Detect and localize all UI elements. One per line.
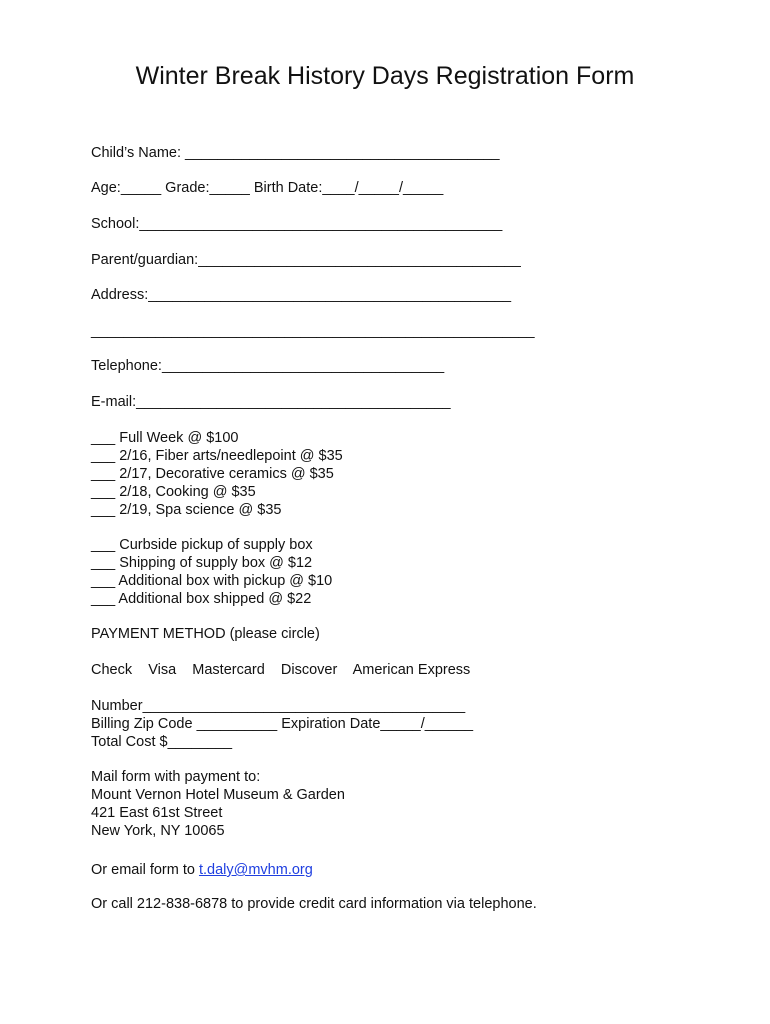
address-line2-field[interactable]: _______________________________________________________ bbox=[91, 323, 535, 339]
telephone-field[interactable]: Telephone:___________________________________ bbox=[91, 358, 445, 374]
school-field[interactable]: School:_____________________________________________ bbox=[91, 216, 503, 232]
session-option-cooking[interactable]: ___ 2/18, Cooking @ $35 bbox=[91, 484, 256, 500]
payment-method-heading: PAYMENT METHOD (please circle) bbox=[91, 626, 320, 642]
parent-guardian-field[interactable]: Parent/guardian:________________________________________ bbox=[91, 252, 521, 268]
card-number-field[interactable]: Number________________________________________ bbox=[91, 698, 466, 714]
supply-option-curbside-pickup[interactable]: ___ Curbside pickup of supply box bbox=[91, 537, 313, 553]
mail-street-address: 421 East 61st Street bbox=[91, 805, 223, 821]
payment-method-options[interactable]: Check Visa Mastercard Discover American Express bbox=[91, 662, 471, 678]
session-option-ceramics[interactable]: ___ 2/17, Decorative ceramics @ $35 bbox=[91, 466, 334, 482]
child-name-field[interactable]: Child’s Name: _______________________________________ bbox=[91, 145, 500, 161]
phone-instruction: Or call 212-838-6878 to provide credit card information via telephone. bbox=[91, 896, 537, 912]
address-field[interactable]: Address:_____________________________________________ bbox=[91, 287, 512, 303]
total-cost-field[interactable]: Total Cost $________ bbox=[91, 734, 233, 750]
email-link[interactable]: t.daly@mvhm.org bbox=[198, 862, 313, 878]
email-instruction-text: Or email form to bbox=[91, 862, 199, 878]
email-field[interactable]: E-mail:_______________________________________ bbox=[91, 394, 451, 410]
mail-city-state-zip: New York, NY 10065 bbox=[91, 823, 225, 839]
billing-zip-expiration-field[interactable]: Billing Zip Code __________ Expiration Date_____/______ bbox=[91, 716, 474, 732]
session-option-spa-science[interactable]: ___ 2/19, Spa science @ $35 bbox=[91, 502, 282, 518]
form-title: Winter Break History Days Registration Form bbox=[135, 62, 635, 90]
session-option-full-week[interactable]: ___ Full Week @ $100 bbox=[91, 430, 239, 446]
supply-option-shipping[interactable]: ___ Shipping of supply box @ $12 bbox=[91, 555, 313, 571]
age-grade-birthdate-field[interactable]: Age:_____ Grade:_____ Birth Date:____/_____/_____ bbox=[91, 180, 444, 196]
mail-recipient-name: Mount Vernon Hotel Museum & Garden bbox=[91, 787, 345, 803]
session-option-fiber-arts[interactable]: ___ 2/16, Fiber arts/needlepoint @ $35 bbox=[91, 448, 343, 464]
supply-option-additional-pickup[interactable]: ___ Additional box with pickup @ $10 bbox=[91, 573, 333, 589]
email-instruction bbox=[91, 861, 313, 879]
supply-option-additional-shipped[interactable]: ___ Additional box shipped @ $22 bbox=[91, 591, 312, 607]
mail-heading: Mail form with payment to: bbox=[91, 769, 261, 785]
